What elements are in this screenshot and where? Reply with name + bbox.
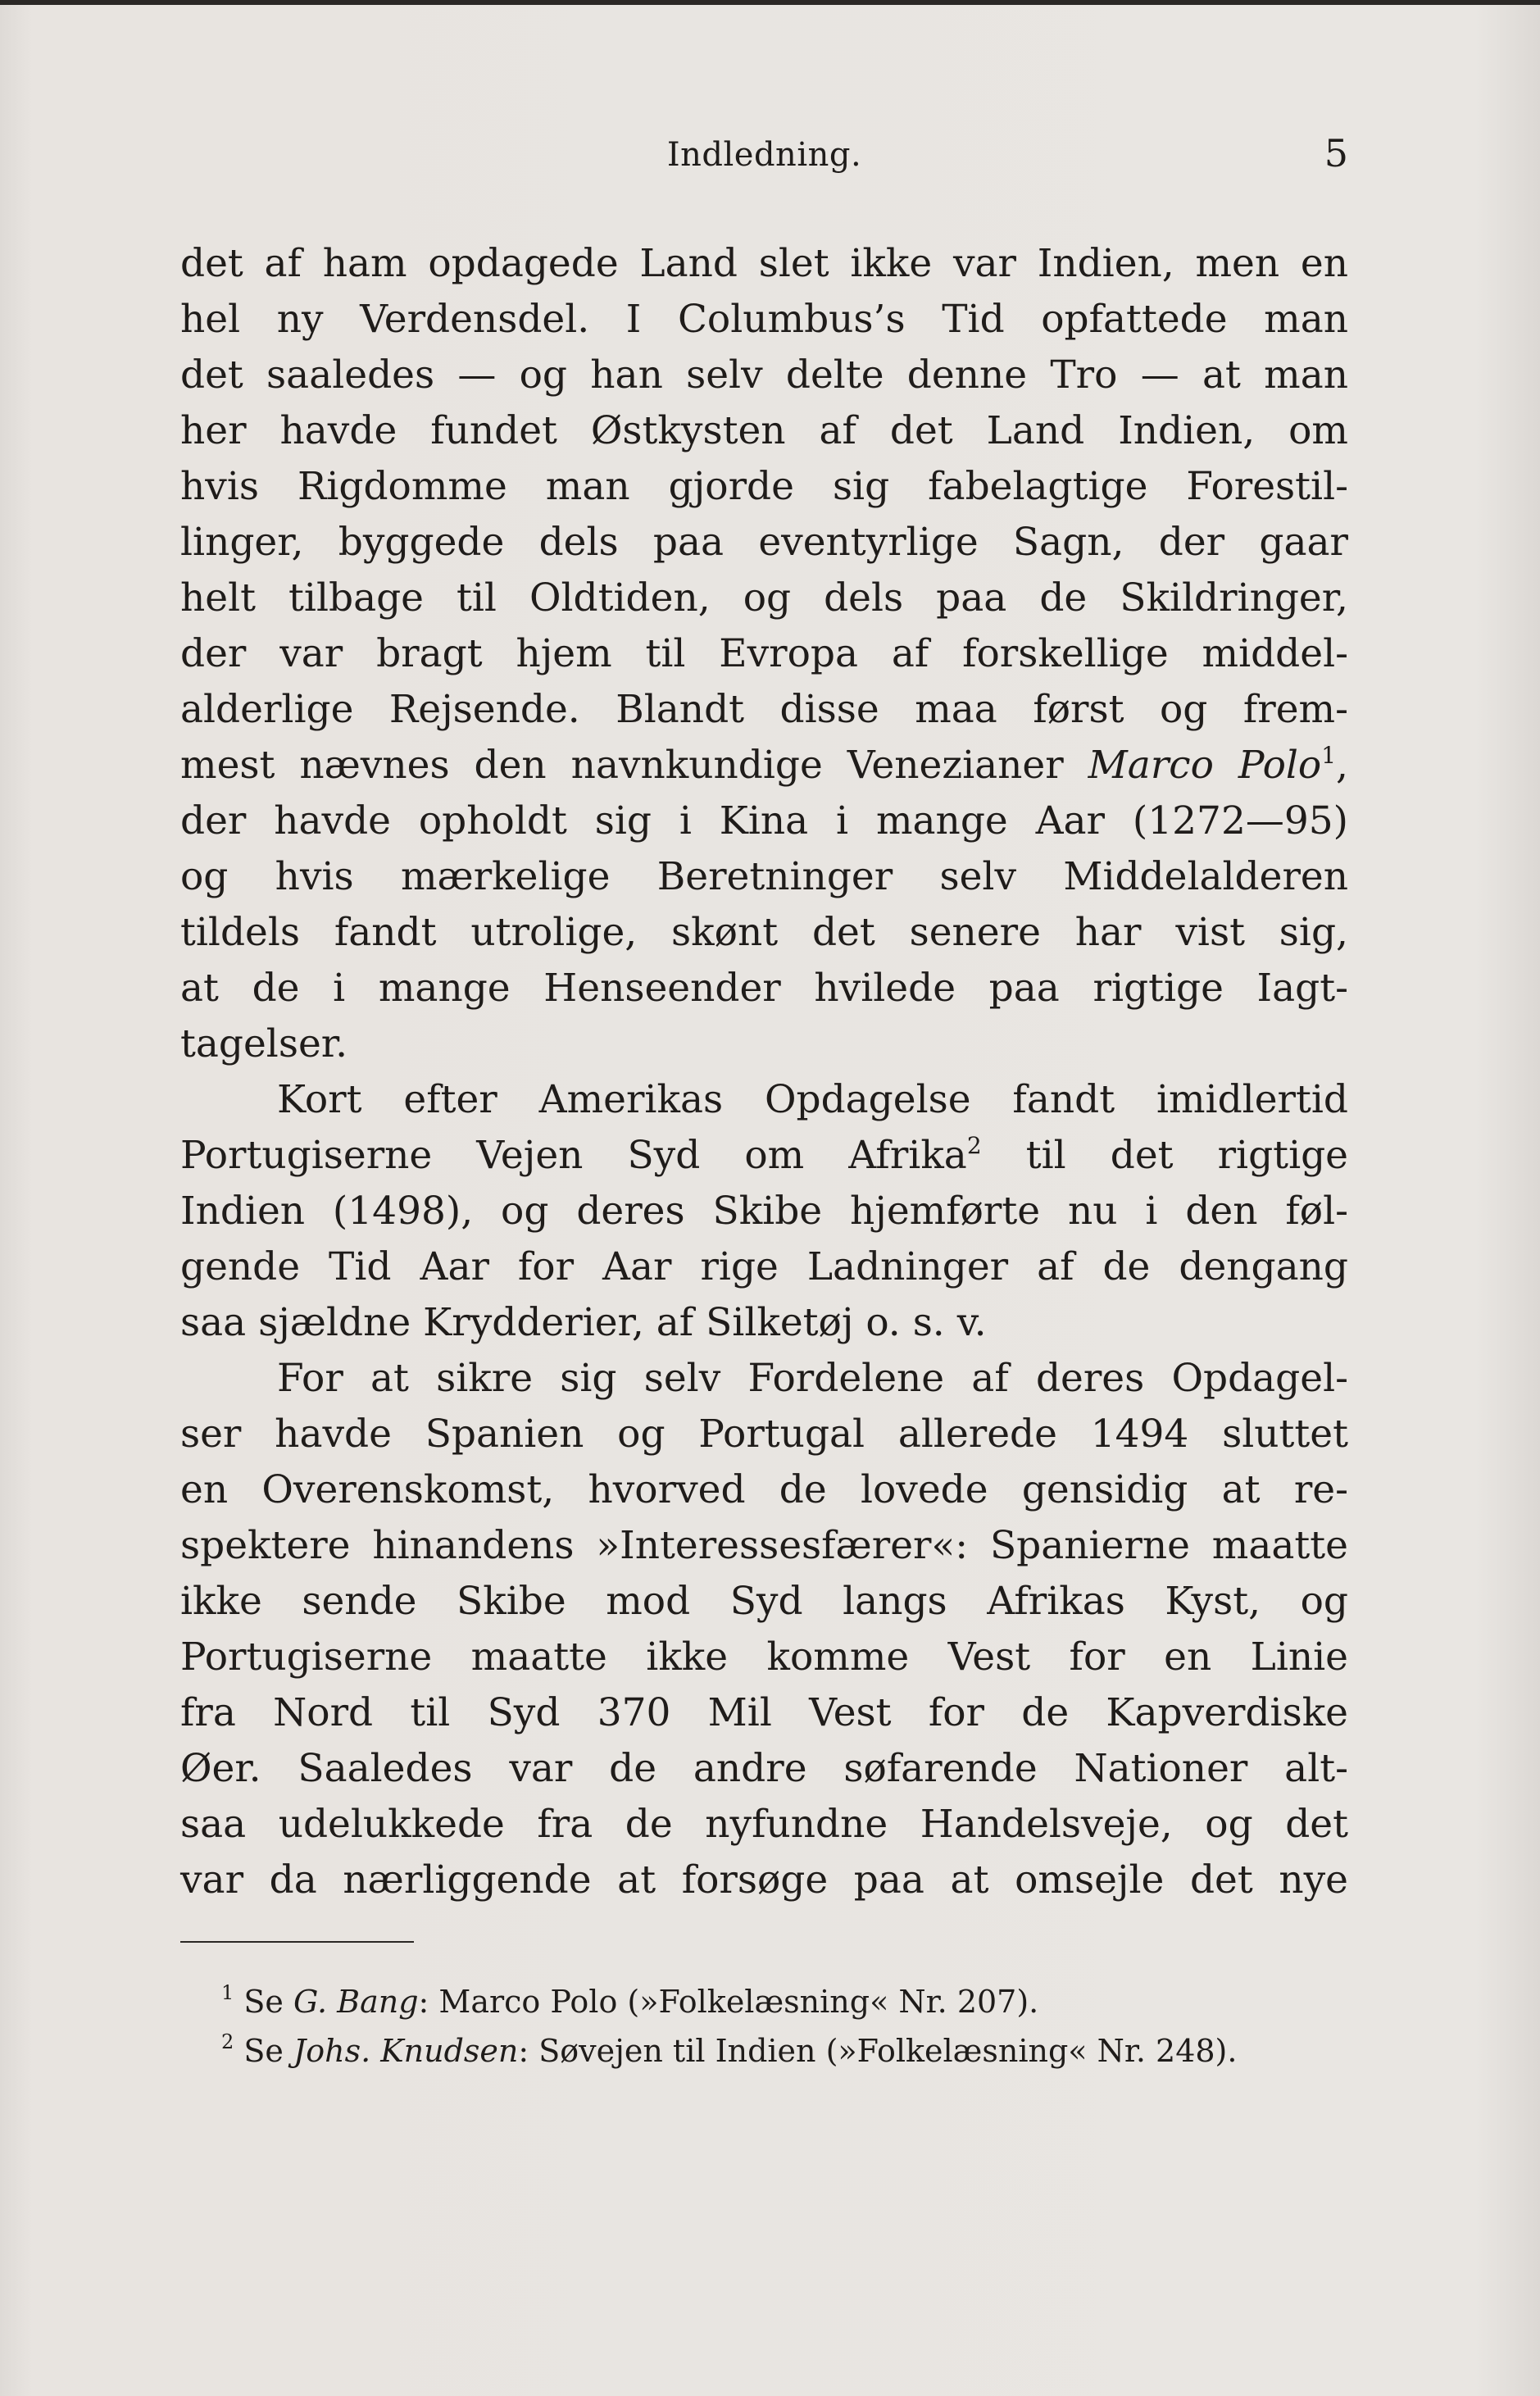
paragraph-start: Kort efter Amerikas Opdagelse fandt imidlertid — [277, 1077, 1348, 1122]
text-line: at de i mange Henseender hvilede paa rigtige Iagt- — [180, 966, 1348, 1011]
text-line: der var bragt hjem til Evropa af forskellige middel- — [180, 631, 1348, 676]
text-line: tagelser. — [180, 1021, 348, 1066]
text-line: en Overenskomst, hvorved de lovede gensidig at re- — [180, 1467, 1348, 1512]
text-line: gende Tid Aar for Aar rige Ladninger af de dengang — [180, 1244, 1348, 1289]
scan-top-edge — [0, 0, 1540, 5]
text-line: ser havde Spanien og Portugal allerede 1494 sluttet — [180, 1412, 1348, 1457]
text-line: fra Nord til Syd 370 Mil Vest for de Kapverdiske — [180, 1690, 1348, 1735]
footnote-author: G. Bang — [293, 1984, 419, 2020]
footnote-ref-1: 1 — [1321, 742, 1337, 769]
footnote-text: Se — [243, 2033, 293, 2069]
text-line: hvis Rigdomme man gjorde sig fabelagtige Forestil- — [180, 464, 1348, 509]
text-line: tildels fandt utrolige, skønt det senere har vist sig, — [180, 910, 1348, 955]
text-segment: til det rigtige — [981, 1133, 1348, 1178]
footnote-text: Se — [243, 1984, 293, 2020]
person-name-marco-polo: Marco Polo — [1088, 743, 1322, 788]
text-line: alderlige Rejsende. Blandt disse maa først og frem- — [180, 687, 1348, 732]
text-line: her havde fundet Østkysten af det Land Indien, om — [180, 408, 1348, 453]
text-line: Øer. Saaledes var de andre søfarende Nationer alt- — [180, 1746, 1348, 1791]
footnote-text: : Søvejen til Indien (»Folkelæsning« Nr. 248). — [518, 2033, 1238, 2069]
footnote-mark: 2 — [221, 2030, 234, 2053]
text-line-afrika — [180, 1128, 1348, 1184]
page-number: 5 — [1324, 131, 1348, 175]
text-line: hel ny Verdensdel. I Columbus’s Tid opfattede man — [180, 297, 1348, 342]
text-line: var da nærliggende at forsøge paa at omsejle det nye — [180, 1857, 1348, 1903]
text-line: og hvis mærkelige Beretninger selv Middelalderen — [180, 854, 1348, 899]
footnotes — [221, 1977, 1352, 2075]
footnote-mark: 1 — [221, 1981, 234, 2004]
text-segment: mest nævnes den navnkundige Venezianer — [180, 743, 1088, 788]
footnote-1 — [221, 1977, 1352, 2026]
text-line: det af ham opdagede Land slet ikke var Indien, men en — [180, 241, 1348, 286]
text-line: ikke sende Skibe mod Syd langs Afrikas Kyst, og — [180, 1579, 1348, 1624]
text-segment: Portugiserne Vejen Syd om Afrika — [180, 1133, 967, 1178]
paragraph-start: For at sikre sig selv Fordelene af deres Opdagel- — [277, 1356, 1348, 1401]
text-line: der havde opholdt sig i Kina i mange Aar (1272—95) — [180, 798, 1348, 843]
running-head: Indledning. — [666, 136, 862, 174]
footnote-divider — [180, 1941, 414, 1943]
text-line: helt tilbage til Oldtiden, og dels paa de Skildringer, — [180, 575, 1348, 621]
page-header — [180, 131, 1348, 189]
footnote-author: Johs. Knudsen — [293, 2033, 519, 2069]
text-line-marco-polo — [180, 738, 1348, 793]
body-text — [180, 236, 1348, 1908]
footnote-ref-2: 2 — [966, 1132, 982, 1159]
text-line: det saaledes — og han selv delte denne Tro — at man — [180, 352, 1348, 398]
text-line: Portugiserne maatte ikke komme Vest for en Linie — [180, 1634, 1348, 1680]
text-line: saa sjældne Krydderier, af Silketøj o. s. v. — [180, 1300, 987, 1345]
text-segment: , — [1336, 743, 1348, 788]
footnote-text: : Marco Polo (»Folkelæsning« Nr. 207). — [418, 1984, 1039, 2020]
text-line: spektere hinandens »Interessesfærer«: Spanierne maatte — [180, 1523, 1348, 1568]
footnote-2 — [221, 2026, 1352, 2075]
text-line: linger, byggede dels paa eventyrlige Sagn, der gaar — [180, 520, 1348, 565]
text-line: saa udelukkede fra de nyfundne Handelsveje, og det — [180, 1802, 1348, 1847]
text-line: Indien (1498), og deres Skibe hjemførte nu i den føl- — [180, 1189, 1348, 1234]
